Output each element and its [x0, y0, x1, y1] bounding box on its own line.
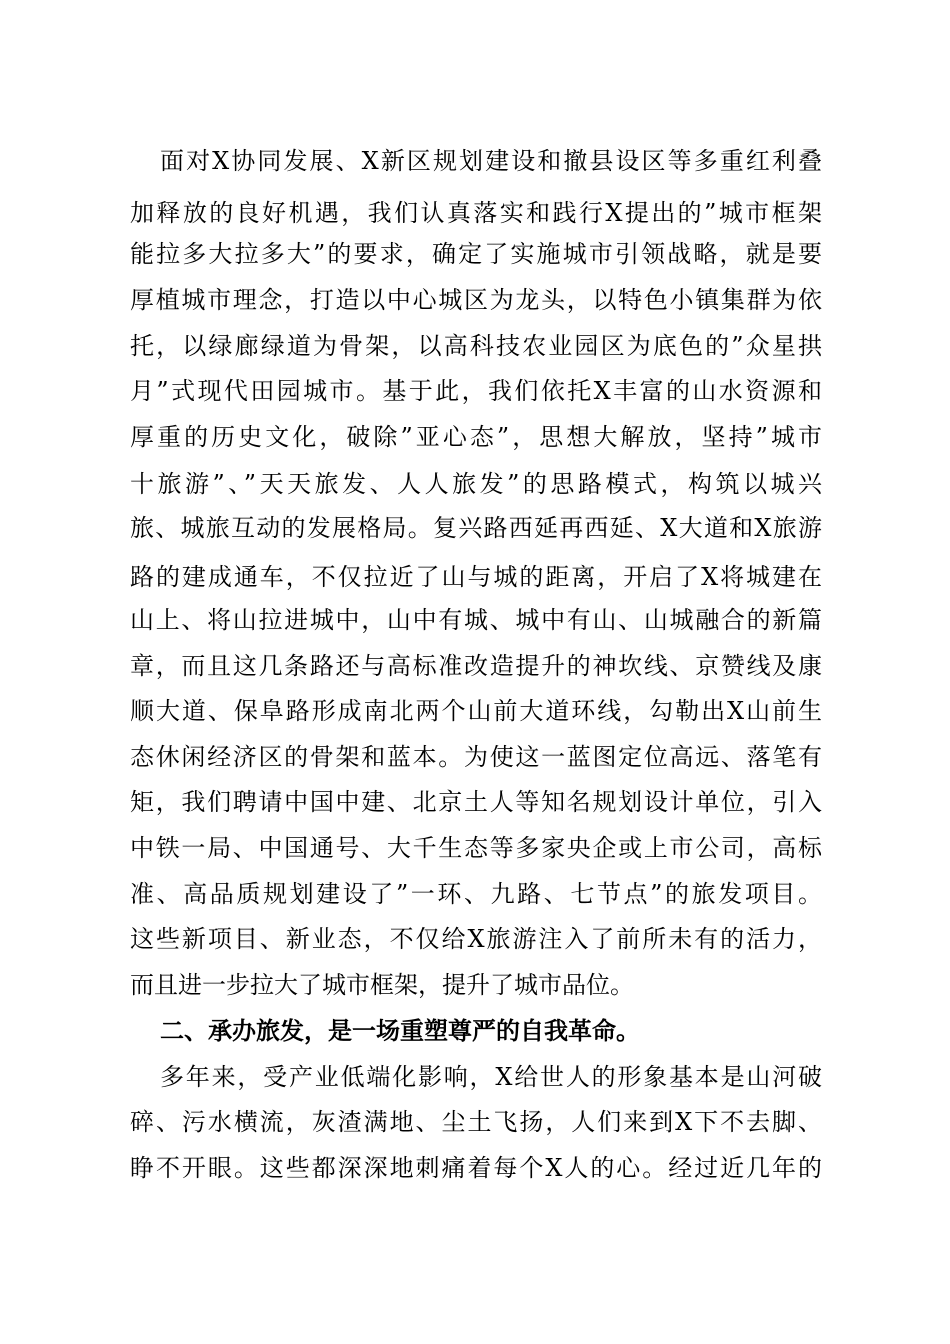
paragraph-line: 中铁一局、中国通号、大千生态等多家央企或上市公司，高标: [130, 834, 822, 862]
paragraph-line: 顺大道、保阜路形成南北两个山前大道环线，勾勒出X山前生: [130, 697, 822, 725]
paragraph-line: 多年来，受产业低端化影响，X给世人的形象基本是山河破: [160, 1063, 822, 1091]
paragraph-line: 能拉多大拉多大”的要求，确定了实施城市引领战略，就是要: [130, 240, 822, 268]
paragraph-line: 面对X协同发展、X新区规划建设和撤县设区等多重红利叠: [160, 147, 822, 175]
paragraph-line: 碎、污水横流，灰渣满地、尘土飞扬，人们来到X下不去脚、: [130, 1108, 822, 1136]
paragraph-line: 山上、将山拉进城中，山中有城、城中有山、山城融合的新篇: [130, 606, 822, 634]
paragraph-line: 托，以绿廊绿道为骨架，以高科技农业园区为底色的”众星拱: [130, 332, 822, 360]
paragraph-line: 而且进一步拉大了城市框架，提升了城市品位。: [130, 971, 634, 999]
paragraph-line: 准、高品质规划建设了”一环、九路、七节点”的旅发项目。: [130, 880, 822, 908]
paragraph-line: 旅、城旅互动的发展格局。复兴路西延再西延、X大道和X旅游: [130, 514, 822, 542]
paragraph-line: 矩，我们聘请中国中建、北京土人等知名规划设计单位，引入: [130, 788, 822, 816]
section-heading: 二、承办旅发，是一场重塑尊严的自我革命。: [160, 1017, 640, 1045]
paragraph-line: 十旅游”、”天天旅发、人人旅发”的思路模式，构筑以城兴: [130, 470, 822, 498]
paragraph-line: 加释放的良好机遇，我们认真落实和践行X提出的”城市框架: [130, 199, 822, 227]
paragraph-line: 态休闲经济区的骨架和蓝本。为使这一蓝图定位高远、落笔有: [130, 743, 822, 771]
paragraph-line: 厚植城市理念，打造以中心城区为龙头，以特色小镇集群为依: [130, 286, 822, 314]
paragraph-line: 路的建成通车，不仅拉近了山与城的距离，开启了X将城建在: [130, 563, 822, 591]
paragraph-line: 章，而且这几条路还与高标准改造提升的神坎线、京赞线及康: [130, 652, 822, 680]
paragraph-line: 月”式现代田园城市。基于此，我们依托X丰富的山水资源和: [130, 377, 822, 405]
paragraph-line: 睁不开眼。这些都深深地刺痛着每个X人的心。经过近几年的: [130, 1154, 822, 1182]
paragraph-line: 厚重的历史文化，破除”亚心态”，思想大解放，坚持”城市: [130, 423, 822, 451]
paragraph-line: 这些新项目、新业态，不仅给X旅游注入了前所未有的活力，: [130, 925, 822, 953]
